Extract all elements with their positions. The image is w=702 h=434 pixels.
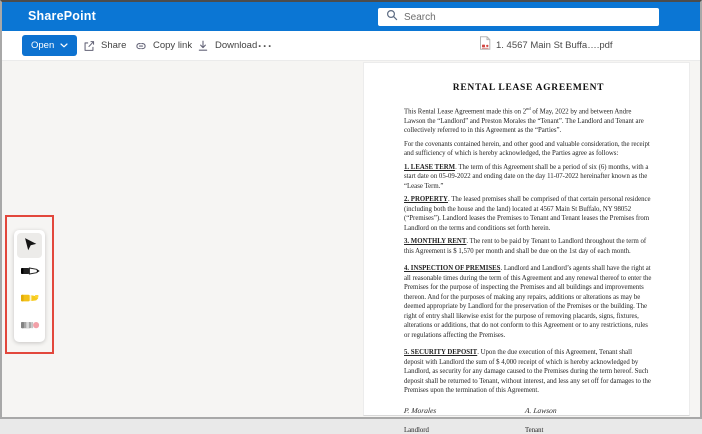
chevron-down-icon <box>60 40 68 51</box>
ellipsis-icon: ··· <box>258 38 273 53</box>
eraser-icon <box>20 315 40 338</box>
link-icon <box>134 39 148 53</box>
download-button[interactable] <box>196 35 257 56</box>
command-bar <box>2 31 700 61</box>
copy-link-label: Copy link <box>153 40 193 51</box>
document-title: RENTAL LEASE AGREEMENT <box>452 83 605 93</box>
open-button-label: Open <box>31 40 55 51</box>
file-title <box>479 35 613 56</box>
annotation-toolbar <box>14 230 45 342</box>
tenant-signature: A. Lawson <box>524 405 558 415</box>
intro-paragraph: This Rental Lease Agreement made this on 2nd of May, 2022 by and between Andre Lawson the “Landlord” and Preston Morales the “Tenant”. The Landlord and Tenant are collectively referred to in this Agreement as the “Parties”. <box>404 106 644 135</box>
download-icon <box>196 39 210 53</box>
section-lease-term: 1. LEASE TERM. The term of this Agreement shall be a period of six (6) months, with a start date on 05-09-2022 and ending date on the day 11-07-2022 hereinafter known as the “Lease Term.” <box>404 163 649 190</box>
search-input[interactable] <box>404 12 651 23</box>
cursor-icon <box>21 235 39 256</box>
file-name-label: 1. 4567 Main St Buffa….pdf <box>496 40 613 51</box>
search-icon <box>386 8 398 26</box>
sharepoint-logo[interactable]: SharePoint <box>28 9 96 23</box>
signature-block <box>404 406 653 434</box>
pen-tool-button[interactable] <box>17 260 42 285</box>
section-property: 2. PROPERTY. The leased premises shall be comprised of that certain personal residence (including both the house and the land) located at 4567 Main St Buffalo, NY 98052 (“Premises”). Landlord leases the Premises to Tenant and Tenant leases the Premises from Landlord on the terms and conditions set forth herein. <box>404 196 651 232</box>
section-inspection: 4. INSPECTION OF PREMISES. Landlord and Landlord’s agents shall have the right at all reasonable times during the term of this Agreement and any renewal thereof to enter the Premises for the purpose of inspecting the Premises and all buildings and improvements thereon. And for the purposes of making any repairs, additions or alterations as may be deemed appropriate by Landlord for the preservation of the Premises or the building. The right of entry shall likewise exist for the purpose of removing placards, signs, fixtures, alterations or additions, that do not conform to this Agreement or to any restrictions, rules or regulations affecting the Premises. <box>404 265 652 339</box>
tenant-label: Tenant <box>525 426 544 434</box>
copy-link-button[interactable] <box>134 35 192 56</box>
share-button[interactable] <box>82 35 126 56</box>
section-monthly-rent: 3. MONTHLY RENT. The rent to be paid by Tenant to Landlord throughout the term of this Agreement is $ 1,570 per month and shall be due on the 1st day of each month. <box>404 238 647 255</box>
landlord-label: Landlord <box>404 426 429 434</box>
download-label: Download <box>215 40 258 51</box>
highlighter-tool-button[interactable] <box>17 287 42 312</box>
landlord-signature: P. Morales <box>403 405 437 415</box>
suite-bar <box>2 2 700 31</box>
pdf-file-icon <box>479 36 491 55</box>
more-options-button[interactable] <box>258 35 273 56</box>
pen-icon <box>20 261 40 284</box>
select-tool-button[interactable] <box>17 233 42 258</box>
eraser-tool-button[interactable] <box>17 314 42 339</box>
section-security-deposit: 5. SECURITY DEPOSIT. Upon the due execution of this Agreement, Tenant shall deposit with Landlord the sum of $ 4,000 receipt of which is hereby acknowledged by Landlord, as security for any damage caused to the Premises during the term hereof. Such deposit shall be returned to Tenant, without interest, and less any set off for damages to the Premises upon the termination of this Agreement. <box>404 349 651 395</box>
pdf-viewer <box>2 61 700 434</box>
open-button[interactable] <box>22 35 77 56</box>
document-page[interactable] <box>363 62 690 434</box>
covenants-paragraph: For the covenants contained herein, and other good and valuable consideration, the receipt and sufficiency of which is hereby acknowledged, the Parties agree as follows: <box>404 140 650 158</box>
highlighter-icon <box>20 288 40 311</box>
search-box[interactable] <box>378 8 659 26</box>
annotation-toolbar-highlight <box>5 215 54 354</box>
share-label: Share <box>101 40 127 51</box>
share-icon <box>82 39 96 53</box>
